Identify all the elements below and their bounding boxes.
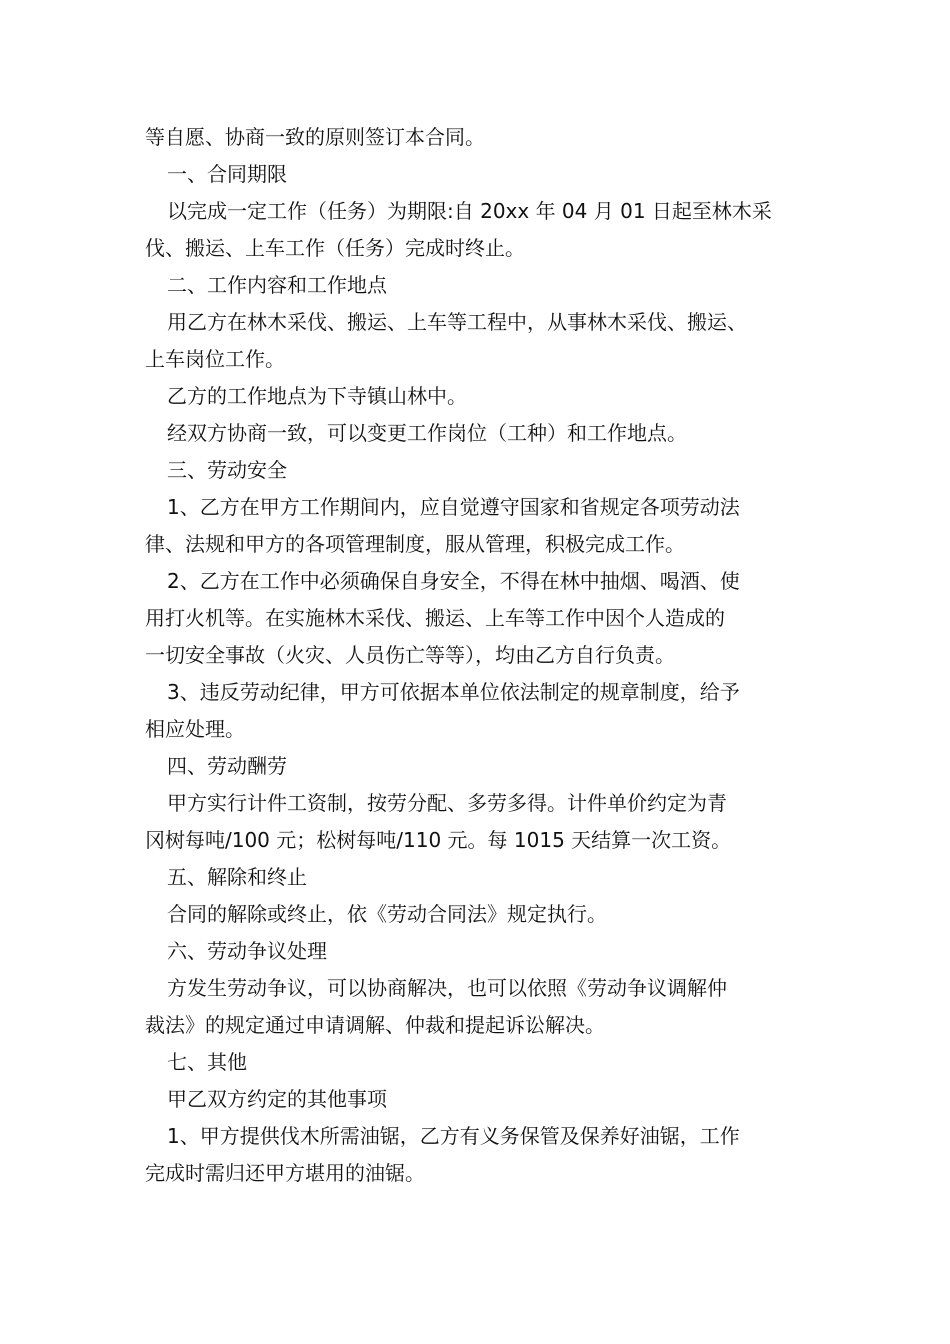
text-line: 用乙方在林木采伐、搬运、上车等工程中，从事林木采伐、搬运、: [167, 310, 747, 334]
text-line: 经双方协商一致，可以变更工作岗位（工种）和工作地点。: [167, 421, 687, 445]
section-heading: 七、其他: [167, 1050, 247, 1074]
section-heading: 三、劳动安全: [167, 458, 287, 482]
text-line: 1、甲方提供伐木所需油锯，乙方有义务保管及保养好油锯，工作: [167, 1124, 740, 1148]
text-line: 用打火机等。在实施林木采伐、搬运、上车等工作中因个人造成的: [145, 606, 725, 630]
text-line: 方发生劳动争议，可以协商解决，也可以依照《劳动争议调解仲: [167, 976, 727, 1000]
section-heading: 四、劳动酬劳: [167, 754, 287, 778]
section-heading: 六、劳动争议处理: [167, 939, 327, 963]
text-line: 合同的解除或终止，依《劳动合同法》规定执行。: [167, 902, 607, 926]
text-line: 2、乙方在工作中必须确保自身安全，不得在林中抽烟、喝酒、使: [167, 569, 740, 593]
text-line: 乙方的工作地点为下寺镇山林中。: [167, 384, 467, 408]
text-line: 冈树每吨/100 元；松树每吨/110 元。每 1015 天结算一次工资。: [145, 828, 732, 852]
text-line: 甲乙双方约定的其他事项: [167, 1087, 387, 1111]
text-line: 裁法》的规定通过申请调解、仲裁和提起诉讼解决。: [145, 1013, 605, 1037]
text-line: 3、违反劳动纪律，甲方可依据本单位依法制定的规章制度，给予: [167, 680, 740, 704]
section-heading: 二、工作内容和工作地点: [167, 273, 387, 297]
section-heading: 一、合同期限: [167, 162, 287, 186]
text-line: 相应处理。: [145, 717, 245, 741]
text-line: 律、法规和甲方的各项管理制度，服从管理，积极完成工作。: [145, 532, 685, 556]
section-heading: 五、解除和终止: [167, 865, 307, 889]
text-line: 以完成一定工作（任务）为期限:自 20xx 年 04 月 01 日起至林木采: [167, 199, 772, 223]
document-body: [145, 119, 825, 1192]
text-line: 上车岗位工作。: [145, 347, 285, 371]
text-line: 甲方实行计件工资制，按劳分配、多劳多得。计件单价约定为青: [167, 791, 727, 815]
text-line: 一切安全事故（火灾、人员伤亡等等），均由乙方自行负责。: [145, 643, 675, 667]
text-line: 等自愿、协商一致的原则签订本合同。: [145, 125, 485, 149]
text-line: 伐、搬运、上车工作（任务）完成时终止。: [145, 236, 525, 260]
text-line: 完成时需归还甲方堪用的油锯。: [145, 1161, 425, 1185]
text-line: 1、乙方在甲方工作期间内，应自觉遵守国家和省规定各项劳动法: [167, 495, 740, 519]
